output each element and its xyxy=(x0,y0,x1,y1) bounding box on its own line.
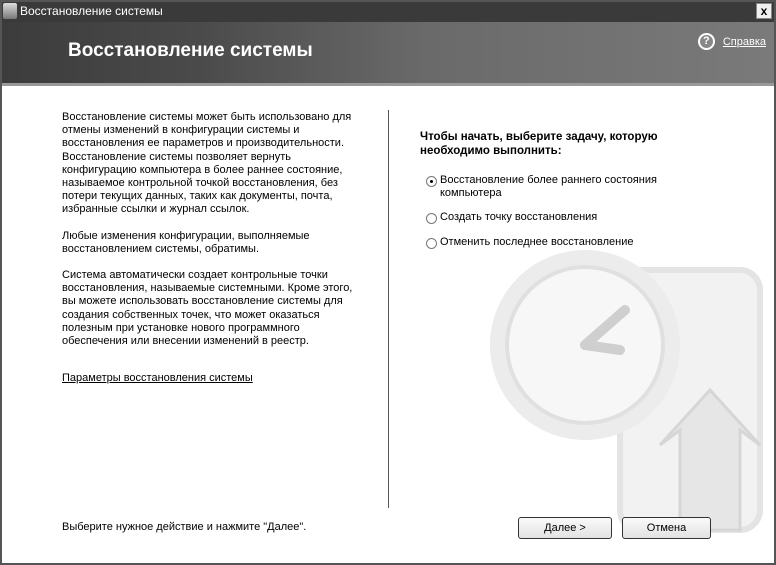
radio-button[interactable] xyxy=(426,176,437,187)
window-title: Восстановление системы xyxy=(20,4,163,18)
footer-hint: Выберите нужное действие и нажмите "Далее". xyxy=(62,521,307,533)
title-bar xyxy=(0,0,776,22)
help-icon[interactable]: ? xyxy=(698,33,715,50)
restore-settings-link[interactable]: Параметры восстановления системы xyxy=(62,372,253,385)
system-restore-icon xyxy=(3,3,17,19)
header-banner xyxy=(2,22,774,86)
radio-button[interactable] xyxy=(426,213,437,224)
description-panel xyxy=(62,111,384,385)
description-paragraph: Восстановление системы может быть использовано для отмены изменений в конфигурации системы и восстановления ее параметров и производительности. Восстановление системы позволяет вернуть конфигурацию компьютера в более раннее состояние, называемое контрольной точкой восстановления, без потери текущих данных, таких как документы, почта, избранные ссылки и журнал ссылок. xyxy=(62,111,352,216)
option-label[interactable]: Отменить последнее восстановление xyxy=(440,236,634,248)
description-paragraph: Любые изменения конфигурации, выполняемые восстановлением системы, обратимы. xyxy=(62,229,310,255)
next-button[interactable]: Далее > xyxy=(518,517,612,539)
option-restore-earlier-state[interactable] xyxy=(420,174,658,199)
radio-button[interactable] xyxy=(426,238,437,249)
option-undo-last-restore[interactable] xyxy=(420,236,658,249)
help-link[interactable]: Справка xyxy=(722,35,766,48)
description-paragraph: Система автоматически создает контрольные точки восстановления, называемые системными. Кроме этого, вы можете использовать восстановление системы для создания собственных точек, что может оказаться полезным при установке нового программного обеспечения или внесении изменений в реестр. xyxy=(62,269,353,348)
page-title: Восстановление системы xyxy=(68,40,313,61)
cancel-button[interactable]: Отмена xyxy=(622,517,711,539)
help-area xyxy=(698,33,766,50)
close-button[interactable]: x xyxy=(756,3,772,19)
clock-watermark-icon xyxy=(470,250,776,550)
divider xyxy=(388,110,389,508)
option-create-restore-point[interactable] xyxy=(420,211,658,224)
task-prompt: Чтобы начать, выберите задачу, которую необходимо выполнить: xyxy=(420,131,658,157)
option-label[interactable]: Восстановление более раннего состояния компьютера xyxy=(440,174,657,199)
option-label[interactable]: Создать точку восстановления xyxy=(440,211,598,223)
task-panel xyxy=(420,130,658,261)
